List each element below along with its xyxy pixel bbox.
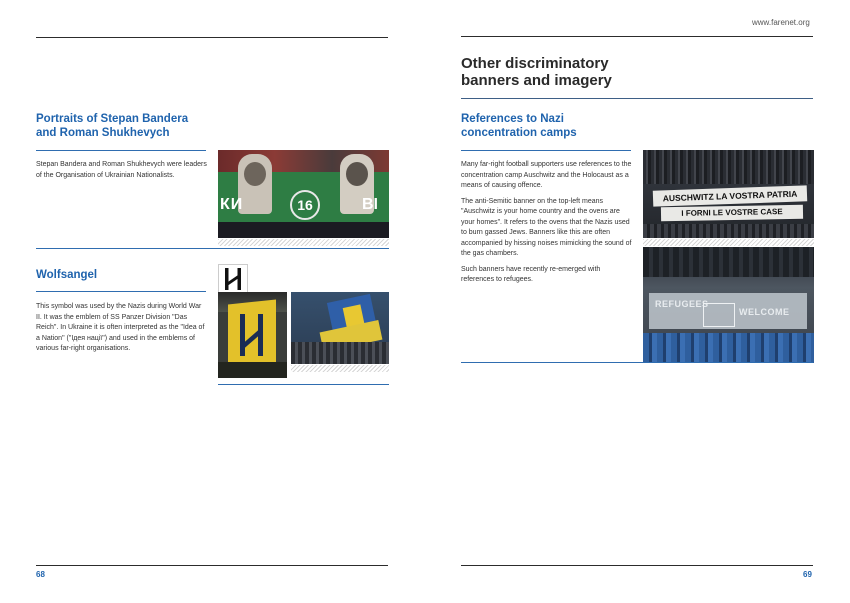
wolfsangel-flag-photo-2 — [291, 292, 389, 364]
refugees-banner-photo — [643, 247, 814, 363]
site-url: www.farenet.org — [752, 18, 810, 27]
banner-line-2: I FORNI LE VOSTRE CASE — [661, 205, 803, 221]
page-number-right: 69 — [803, 570, 812, 579]
section-rule-camps — [461, 150, 631, 151]
page-number-left: 68 — [36, 570, 45, 579]
hatch-bandera — [218, 239, 389, 246]
wolfsangel-text: This symbol was used by the Nazis during World War II. It was the emblem of SS Panzer Division "Das Reich". In Ukraine it is often interpreted as the "Idea of a Nation" ("Ідея нації") and used in the emblems of various far-right organisations. — [36, 303, 205, 352]
section-title-wolfsangel: Wolfsangel — [36, 269, 98, 281]
hatch-auschwitz — [643, 239, 814, 246]
page-title-right: Other discriminatory banners and imagery — [461, 55, 612, 89]
banner-line-1: AUSCHWITZ LA VOSTRA PATRIA — [653, 185, 807, 206]
section-divider-left — [36, 248, 389, 249]
auschwitz-banner-photo — [643, 150, 814, 238]
section-title-bandera: Portraits of Stepan Bandera and Roman Shukhevych — [36, 113, 189, 139]
section-title-camps: References to Nazi concentration camps — [461, 113, 577, 139]
banner-text-left: КИ — [220, 196, 244, 213]
banner-number-16: 16 — [290, 190, 320, 220]
title-rule-right — [461, 98, 813, 99]
banner2-text-right: WELCOME — [739, 307, 790, 317]
bandera-banner-photo — [218, 150, 389, 238]
bottom-rule-right — [461, 565, 813, 566]
bandera-text: Stepan Bandera and Roman Shukhevych were leaders of the Organisation of Ukrainian Nationalists. — [36, 161, 207, 179]
section-rule-bandera — [36, 150, 206, 151]
top-rule-left — [36, 37, 388, 38]
camps-text: Many far-right football supporters use references to the concentration camp Auschwitz and the Holocaust as a means of causing offence. The anti-Semitic banner on the top-left means "Auschwitz is your home country and the ovens are your homes". It refers to the ovens that the Nazis used to burn gassed Jews. Banners like this are often accompanied by hissing noises mimicking the sound of the gas chambers. Such banners have recently re-emerged with references to refugees. — [461, 161, 632, 283]
wolfsangel-symbol-icon — [218, 264, 248, 294]
hatch-wolfsangel — [291, 365, 389, 372]
top-rule-right — [461, 36, 813, 37]
banner2-text-left: REFUGEES — [655, 299, 709, 309]
section-bottom-rule-right — [461, 362, 813, 363]
section-bottom-rule-left — [218, 384, 389, 385]
bottom-rule-left — [36, 565, 388, 566]
banner-text-right: ВІ — [362, 196, 378, 213]
section-rule-wolfsangel — [36, 291, 206, 292]
wolfsangel-flag-photo-1 — [218, 292, 287, 378]
